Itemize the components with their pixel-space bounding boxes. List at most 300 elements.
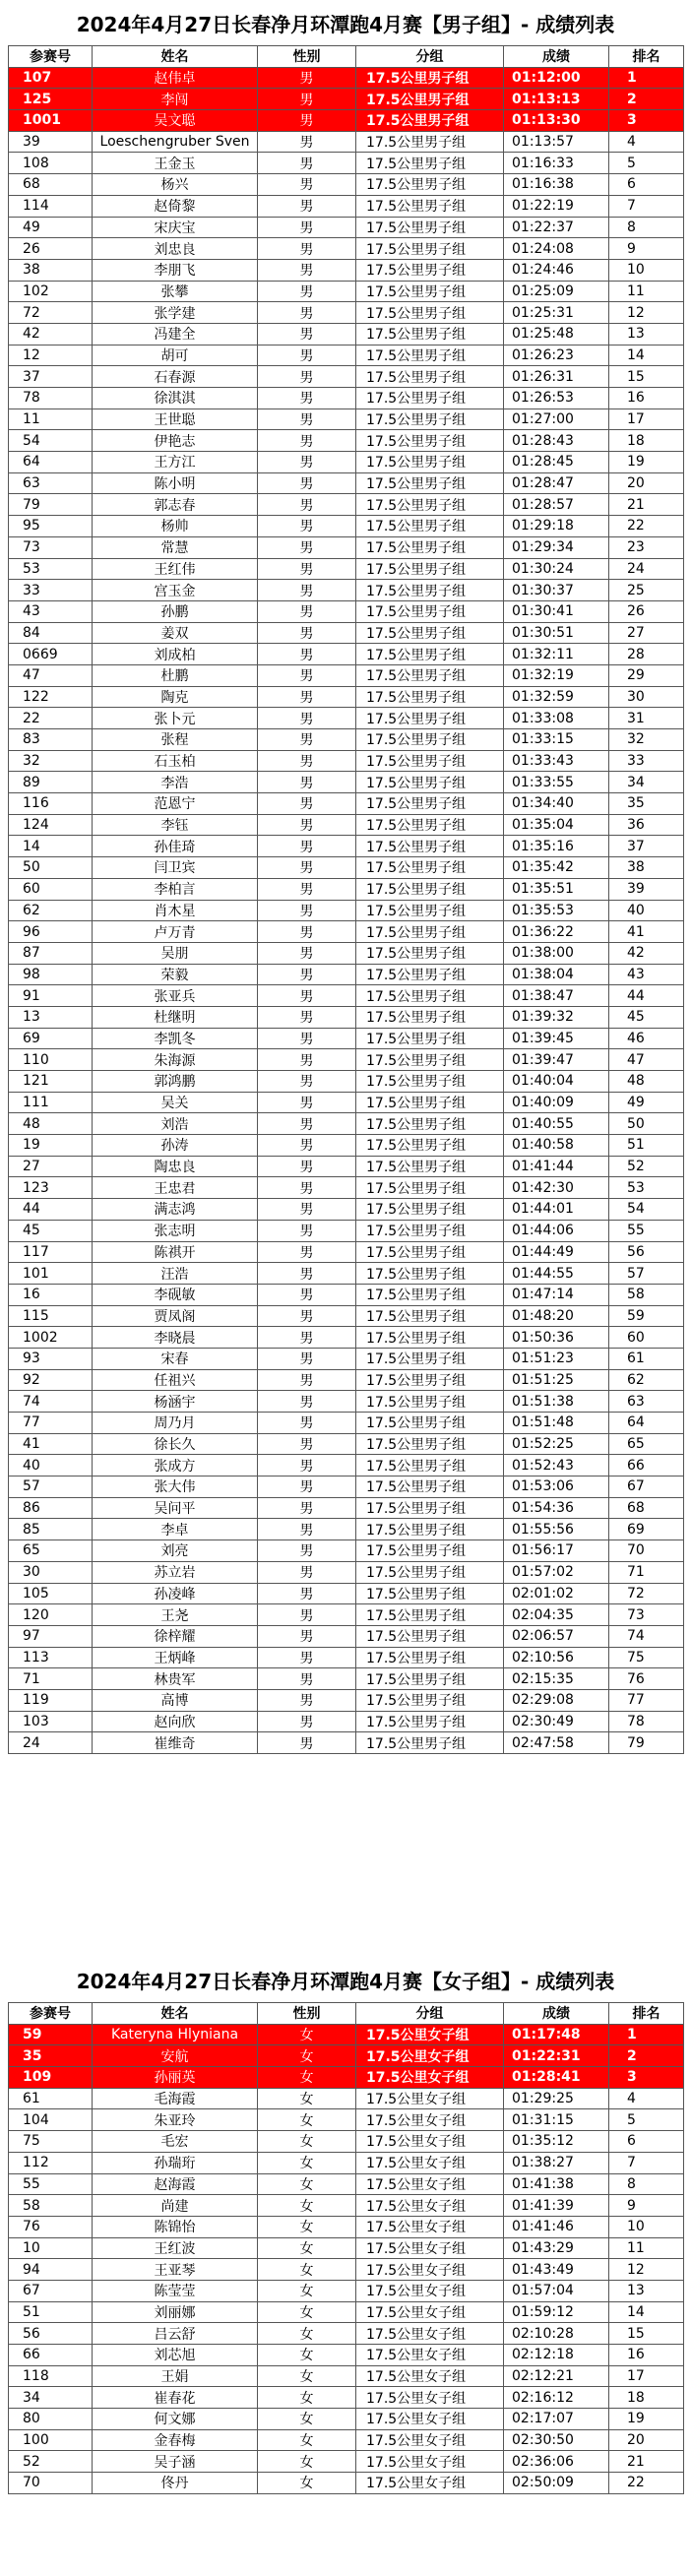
cell-group: 17.5公里男子组: [356, 1327, 504, 1349]
cell-finish-time: 01:40:09: [504, 1092, 609, 1113]
table-row: [9, 1647, 684, 1668]
cell-finish-time: 01:39:32: [504, 1006, 609, 1028]
cell-rank: 62: [609, 1369, 684, 1391]
cell-gender: 男: [258, 878, 356, 900]
cell-bib-number: 115: [9, 1305, 93, 1327]
cell-rank: 65: [609, 1433, 684, 1455]
cell-bib-number: 91: [9, 985, 93, 1007]
cell-group: 17.5公里男子组: [356, 153, 504, 174]
cell-bib-number: 11: [9, 408, 93, 430]
cell-rank: 54: [609, 1199, 684, 1221]
cell-rank: 53: [609, 1177, 684, 1199]
cell-finish-time: 01:52:25: [504, 1433, 609, 1455]
cell-group: 17.5公里男子组: [356, 1668, 504, 1690]
cell-group: 17.5公里男子组: [356, 1263, 504, 1285]
cell-rank: 34: [609, 772, 684, 793]
table-row: [9, 1476, 684, 1498]
cell-gender: 男: [258, 131, 356, 153]
cell-group: 17.5公里女子组: [356, 2473, 504, 2494]
table-row: [9, 814, 684, 836]
cell-rank: 50: [609, 1113, 684, 1135]
cell-rank: 14: [609, 345, 684, 366]
cell-rank: 32: [609, 729, 684, 751]
cell-runner-name: 李凯冬: [93, 1028, 258, 1049]
table-row: [9, 985, 684, 1007]
cell-gender: 男: [258, 388, 356, 409]
table-row: [9, 174, 684, 196]
cell-rank: 73: [609, 1604, 684, 1626]
cell-rank: 26: [609, 600, 684, 622]
cell-bib-number: 42: [9, 323, 93, 345]
table-row: [9, 110, 684, 132]
cell-bib-number: 52: [9, 2451, 93, 2473]
cell-group: 17.5公里男子组: [356, 772, 504, 793]
cell-gender: 男: [258, 1220, 356, 1241]
cell-finish-time: 02:29:08: [504, 1689, 609, 1711]
cell-gender: 男: [258, 174, 356, 196]
cell-rank: 74: [609, 1625, 684, 1647]
cell-runner-name: 孙丽英: [93, 2067, 258, 2089]
cell-gender: 男: [258, 67, 356, 89]
cell-runner-name: 吴问平: [93, 1497, 258, 1519]
cell-gender: 男: [258, 259, 356, 281]
cell-bib-number: 107: [9, 67, 93, 89]
cell-bib-number: 14: [9, 836, 93, 857]
cell-bib-number: 67: [9, 2280, 93, 2301]
cell-group: 17.5公里男子组: [356, 878, 504, 900]
cell-rank: 70: [609, 1540, 684, 1562]
cell-bib-number: 62: [9, 900, 93, 921]
cell-runner-name: 陈祺开: [93, 1241, 258, 1263]
cell-rank: 52: [609, 1156, 684, 1177]
cell-group: 17.5公里男子组: [356, 408, 504, 430]
cell-gender: 男: [258, 1455, 356, 1476]
cell-finish-time: 01:33:55: [504, 772, 609, 793]
cell-runner-name: 吴文聪: [93, 110, 258, 132]
column-header-finish-time: 成绩: [504, 2003, 609, 2025]
table-row: [9, 408, 684, 430]
cell-rank: 68: [609, 1497, 684, 1519]
table-row: [9, 793, 684, 815]
cell-rank: 6: [609, 174, 684, 196]
cell-runner-name: 石玉柏: [93, 750, 258, 772]
cell-runner-name: 王尧: [93, 1604, 258, 1626]
cell-gender: 男: [258, 1092, 356, 1113]
cell-rank: 49: [609, 1092, 684, 1113]
cell-runner-name: 王方江: [93, 452, 258, 473]
cell-rank: 60: [609, 1327, 684, 1349]
cell-group: 17.5公里女子组: [356, 2067, 504, 2089]
cell-runner-name: 张攀: [93, 281, 258, 302]
cell-gender: 女: [258, 2237, 356, 2259]
cell-rank: 78: [609, 1711, 684, 1732]
cell-finish-time: 02:17:07: [504, 2409, 609, 2430]
cell-gender: 男: [258, 1668, 356, 1690]
table-row: [9, 131, 684, 153]
cell-group: 17.5公里男子组: [356, 323, 504, 345]
cell-gender: 男: [258, 1689, 356, 1711]
cell-rank: 48: [609, 1071, 684, 1093]
cell-rank: 9: [609, 238, 684, 260]
cell-gender: 女: [258, 2088, 356, 2109]
cell-rank: 31: [609, 708, 684, 729]
cell-gender: 男: [258, 516, 356, 537]
cell-group: 17.5公里男子组: [356, 89, 504, 110]
table-row: [9, 366, 684, 388]
cell-runner-name: 赵倚黎: [93, 195, 258, 217]
cell-runner-name: 孙瑞珩: [93, 2152, 258, 2173]
cell-runner-name: 肖木星: [93, 900, 258, 921]
cell-group: 17.5公里男子组: [356, 366, 504, 388]
cell-runner-name: 张亚兵: [93, 985, 258, 1007]
cell-rank: 14: [609, 2301, 684, 2323]
cell-rank: 28: [609, 644, 684, 665]
cell-finish-time: 01:13:30: [504, 110, 609, 132]
cell-bib-number: 50: [9, 857, 93, 879]
cell-finish-time: 01:51:23: [504, 1348, 609, 1369]
table-row: [9, 622, 684, 644]
cell-runner-name: 刘丽娜: [93, 2301, 258, 2323]
cell-bib-number: 74: [9, 1391, 93, 1413]
cell-gender: 男: [258, 750, 356, 772]
cell-group: 17.5公里女子组: [356, 2216, 504, 2237]
cell-finish-time: 01:33:43: [504, 750, 609, 772]
cell-group: 17.5公里男子组: [356, 110, 504, 132]
cell-bib-number: 112: [9, 2152, 93, 2173]
table-row: [9, 1348, 684, 1369]
cell-runner-name: 张成方: [93, 1455, 258, 1476]
table-row: [9, 536, 684, 558]
cell-gender: 男: [258, 942, 356, 964]
cell-finish-time: 02:30:49: [504, 1711, 609, 1732]
cell-finish-time: 01:30:51: [504, 622, 609, 644]
cell-group: 17.5公里男子组: [356, 900, 504, 921]
cell-finish-time: 01:53:06: [504, 1476, 609, 1498]
table-row: [9, 516, 684, 537]
cell-finish-time: 01:38:27: [504, 2152, 609, 2173]
cell-rank: 4: [609, 131, 684, 153]
cell-bib-number: 84: [9, 622, 93, 644]
cell-group: 17.5公里男子组: [356, 1583, 504, 1604]
cell-bib-number: 40: [9, 1455, 93, 1476]
cell-finish-time: 01:16:33: [504, 153, 609, 174]
cell-gender: 男: [258, 729, 356, 751]
cell-group: 17.5公里女子组: [356, 2409, 504, 2430]
table-row: [9, 2216, 684, 2237]
cell-rank: 71: [609, 1561, 684, 1583]
cell-finish-time: 02:04:35: [504, 1604, 609, 1626]
cell-group: 17.5公里男子组: [356, 281, 504, 302]
cell-gender: 男: [258, 536, 356, 558]
men-table-body: [9, 67, 684, 1753]
cell-group: 17.5公里女子组: [356, 2237, 504, 2259]
table-row: [9, 900, 684, 921]
cell-bib-number: 13: [9, 1006, 93, 1028]
cell-finish-time: 01:44:01: [504, 1199, 609, 1221]
cell-finish-time: 02:10:56: [504, 1647, 609, 1668]
cell-rank: 2: [609, 89, 684, 110]
cell-runner-name: 王炳峰: [93, 1647, 258, 1668]
cell-bib-number: 34: [9, 2387, 93, 2409]
cell-rank: 15: [609, 2323, 684, 2345]
cell-gender: 女: [258, 2323, 356, 2345]
cell-group: 17.5公里男子组: [356, 664, 504, 686]
cell-group: 17.5公里男子组: [356, 1497, 504, 1519]
cell-group: 17.5公里男子组: [356, 857, 504, 879]
cell-rank: 64: [609, 1413, 684, 1434]
cell-group: 17.5公里男子组: [356, 1433, 504, 1455]
cell-bib-number: 54: [9, 430, 93, 452]
cell-gender: 男: [258, 302, 356, 324]
table-row: [9, 1625, 684, 1647]
cell-finish-time: 01:32:59: [504, 686, 609, 708]
cell-bib-number: 60: [9, 878, 93, 900]
cell-rank: 42: [609, 942, 684, 964]
men-header-row: [9, 46, 684, 68]
cell-finish-time: 01:29:34: [504, 536, 609, 558]
table-row: [9, 2473, 684, 2494]
cell-group: 17.5公里男子组: [356, 558, 504, 580]
cell-finish-time: 02:12:21: [504, 2365, 609, 2387]
cell-gender: 男: [258, 238, 356, 260]
cell-rank: 13: [609, 2280, 684, 2301]
cell-finish-time: 01:51:48: [504, 1413, 609, 1434]
cell-bib-number: 73: [9, 536, 93, 558]
cell-bib-number: 95: [9, 516, 93, 537]
cell-bib-number: 39: [9, 131, 93, 153]
cell-finish-time: 01:28:45: [504, 452, 609, 473]
cell-bib-number: 98: [9, 964, 93, 985]
cell-group: 17.5公里男子组: [356, 1092, 504, 1113]
cell-gender: 男: [258, 89, 356, 110]
cell-finish-time: 01:41:38: [504, 2173, 609, 2195]
cell-rank: 40: [609, 900, 684, 921]
cell-bib-number: 114: [9, 195, 93, 217]
cell-bib-number: 94: [9, 2259, 93, 2281]
cell-group: 17.5公里女子组: [356, 2301, 504, 2323]
cell-bib-number: 124: [9, 814, 93, 836]
cell-finish-time: 01:28:43: [504, 430, 609, 452]
cell-group: 17.5公里女子组: [356, 2429, 504, 2451]
cell-runner-name: 刘亮: [93, 1540, 258, 1562]
cell-rank: 37: [609, 836, 684, 857]
table-row: [9, 1732, 684, 1754]
cell-runner-name: 毛宏: [93, 2131, 258, 2153]
cell-bib-number: 93: [9, 1348, 93, 1369]
cell-finish-time: 01:35:16: [504, 836, 609, 857]
cell-bib-number: 49: [9, 217, 93, 238]
cell-group: 17.5公里女子组: [356, 2451, 504, 2473]
cell-runner-name: 张大伟: [93, 1476, 258, 1498]
cell-rank: 22: [609, 516, 684, 537]
table-row: [9, 217, 684, 238]
cell-bib-number: 105: [9, 1583, 93, 1604]
cell-bib-number: 66: [9, 2345, 93, 2366]
cell-gender: 男: [258, 494, 356, 516]
table-row: [9, 89, 684, 110]
cell-group: 17.5公里男子组: [356, 1625, 504, 1647]
cell-group: 17.5公里女子组: [356, 2088, 504, 2109]
cell-runner-name: 王娟: [93, 2365, 258, 2387]
cell-bib-number: 48: [9, 1113, 93, 1135]
cell-runner-name: 安航: [93, 2045, 258, 2067]
cell-runner-name: 张学建: [93, 302, 258, 324]
table-row: [9, 2152, 684, 2173]
table-row: [9, 153, 684, 174]
women-header-row: [9, 2003, 684, 2025]
cell-gender: 女: [258, 2216, 356, 2237]
cell-gender: 女: [258, 2409, 356, 2430]
cell-finish-time: 01:30:41: [504, 600, 609, 622]
cell-finish-time: 01:40:04: [504, 1071, 609, 1093]
cell-bib-number: 58: [9, 2195, 93, 2217]
table-row: [9, 1540, 684, 1562]
cell-bib-number: 56: [9, 2323, 93, 2345]
cell-runner-name: 周乃月: [93, 1413, 258, 1434]
cell-runner-name: 刘芯旭: [93, 2345, 258, 2366]
cell-bib-number: 51: [9, 2301, 93, 2323]
cell-group: 17.5公里男子组: [356, 345, 504, 366]
cell-group: 17.5公里男子组: [356, 1305, 504, 1327]
cell-bib-number: 0669: [9, 644, 93, 665]
cell-gender: 女: [258, 2451, 356, 2473]
cell-runner-name: 孙佳琦: [93, 836, 258, 857]
cell-gender: 女: [258, 2365, 356, 2387]
table-row: [9, 1006, 684, 1028]
cell-runner-name: 苏立岩: [93, 1561, 258, 1583]
table-row: [9, 1561, 684, 1583]
cell-rank: 33: [609, 750, 684, 772]
cell-finish-time: 01:57:02: [504, 1561, 609, 1583]
cell-gender: 女: [258, 2387, 356, 2409]
cell-runner-name: 卢万青: [93, 921, 258, 943]
table-row: [9, 1583, 684, 1604]
cell-runner-name: 徐梓耀: [93, 1625, 258, 1647]
cell-gender: 男: [258, 1263, 356, 1285]
cell-gender: 女: [258, 2345, 356, 2366]
cell-rank: 21: [609, 2451, 684, 2473]
cell-finish-time: 01:35:53: [504, 900, 609, 921]
cell-runner-name: 李钰: [93, 814, 258, 836]
table-row: [9, 1156, 684, 1177]
table-row: [9, 1413, 684, 1434]
cell-runner-name: 张志明: [93, 1220, 258, 1241]
cell-group: 17.5公里男子组: [356, 1391, 504, 1413]
cell-runner-name: 满志鸿: [93, 1199, 258, 1221]
cell-group: 17.5公里男子组: [356, 600, 504, 622]
table-row: [9, 1113, 684, 1135]
cell-rank: 10: [609, 2216, 684, 2237]
cell-finish-time: 01:38:47: [504, 985, 609, 1007]
cell-group: 17.5公里男子组: [356, 195, 504, 217]
cell-bib-number: 53: [9, 558, 93, 580]
cell-gender: 女: [258, 2429, 356, 2451]
cell-gender: 男: [258, 1391, 356, 1413]
cell-group: 17.5公里女子组: [356, 2173, 504, 2195]
cell-rank: 11: [609, 281, 684, 302]
cell-rank: 2: [609, 2045, 684, 2067]
cell-runner-name: 李闯: [93, 89, 258, 110]
cell-rank: 72: [609, 1583, 684, 1604]
table-row: [9, 1241, 684, 1263]
cell-rank: 30: [609, 686, 684, 708]
cell-runner-name: 宋庆宝: [93, 217, 258, 238]
cell-rank: 17: [609, 408, 684, 430]
table-row: [9, 600, 684, 622]
cell-gender: 男: [258, 472, 356, 494]
cell-group: 17.5公里男子组: [356, 388, 504, 409]
cell-finish-time: 01:40:58: [504, 1135, 609, 1157]
cell-group: 17.5公里男子组: [356, 1413, 504, 1434]
cell-finish-time: 01:29:18: [504, 516, 609, 537]
cell-bib-number: 108: [9, 153, 93, 174]
cell-gender: 男: [258, 814, 356, 836]
cell-rank: 23: [609, 536, 684, 558]
cell-bib-number: 83: [9, 729, 93, 751]
cell-gender: 女: [258, 2473, 356, 2494]
table-row: [9, 2451, 684, 2473]
cell-gender: 男: [258, 1348, 356, 1369]
cell-finish-time: 01:32:19: [504, 664, 609, 686]
cell-finish-time: 01:28:41: [504, 2067, 609, 2089]
table-row: [9, 2365, 684, 2387]
cell-group: 17.5公里男子组: [356, 729, 504, 751]
cell-bib-number: 38: [9, 259, 93, 281]
cell-runner-name: 王红伟: [93, 558, 258, 580]
cell-bib-number: 96: [9, 921, 93, 943]
cell-group: 17.5公里男子组: [356, 1049, 504, 1071]
cell-runner-name: 杨涵宇: [93, 1391, 258, 1413]
table-row: [9, 472, 684, 494]
column-header-bib-number: 参赛号: [9, 46, 93, 68]
cell-group: 17.5公里男子组: [356, 1711, 504, 1732]
cell-bib-number: 116: [9, 793, 93, 815]
cell-bib-number: 35: [9, 2045, 93, 2067]
table-row: [9, 580, 684, 601]
cell-gender: 男: [258, 110, 356, 132]
cell-gender: 男: [258, 857, 356, 879]
cell-bib-number: 100: [9, 2429, 93, 2451]
cell-rank: 16: [609, 2345, 684, 2366]
cell-group: 17.5公里男子组: [356, 217, 504, 238]
cell-gender: 女: [258, 2195, 356, 2217]
cell-group: 17.5公里男子组: [356, 1647, 504, 1668]
cell-finish-time: 01:48:20: [504, 1305, 609, 1327]
cell-finish-time: 01:35:42: [504, 857, 609, 879]
cell-gender: 男: [258, 664, 356, 686]
cell-runner-name: 王亚琴: [93, 2259, 258, 2281]
cell-bib-number: 77: [9, 1413, 93, 1434]
table-row: [9, 2024, 684, 2045]
cell-rank: 5: [609, 153, 684, 174]
table-row: [9, 2429, 684, 2451]
table-row: [9, 729, 684, 751]
cell-bib-number: 117: [9, 1241, 93, 1263]
cell-gender: 男: [258, 921, 356, 943]
cell-gender: 男: [258, 1071, 356, 1093]
cell-runner-name: 胡可: [93, 345, 258, 366]
table-row: [9, 708, 684, 729]
cell-runner-name: 李朋飞: [93, 259, 258, 281]
cell-gender: 女: [258, 2131, 356, 2153]
table-row: [9, 942, 684, 964]
cell-rank: 20: [609, 472, 684, 494]
table-row: [9, 2387, 684, 2409]
cell-finish-time: 01:35:12: [504, 2131, 609, 2153]
cell-rank: 79: [609, 1732, 684, 1754]
cell-bib-number: 1002: [9, 1327, 93, 1349]
cell-gender: 男: [258, 1049, 356, 1071]
